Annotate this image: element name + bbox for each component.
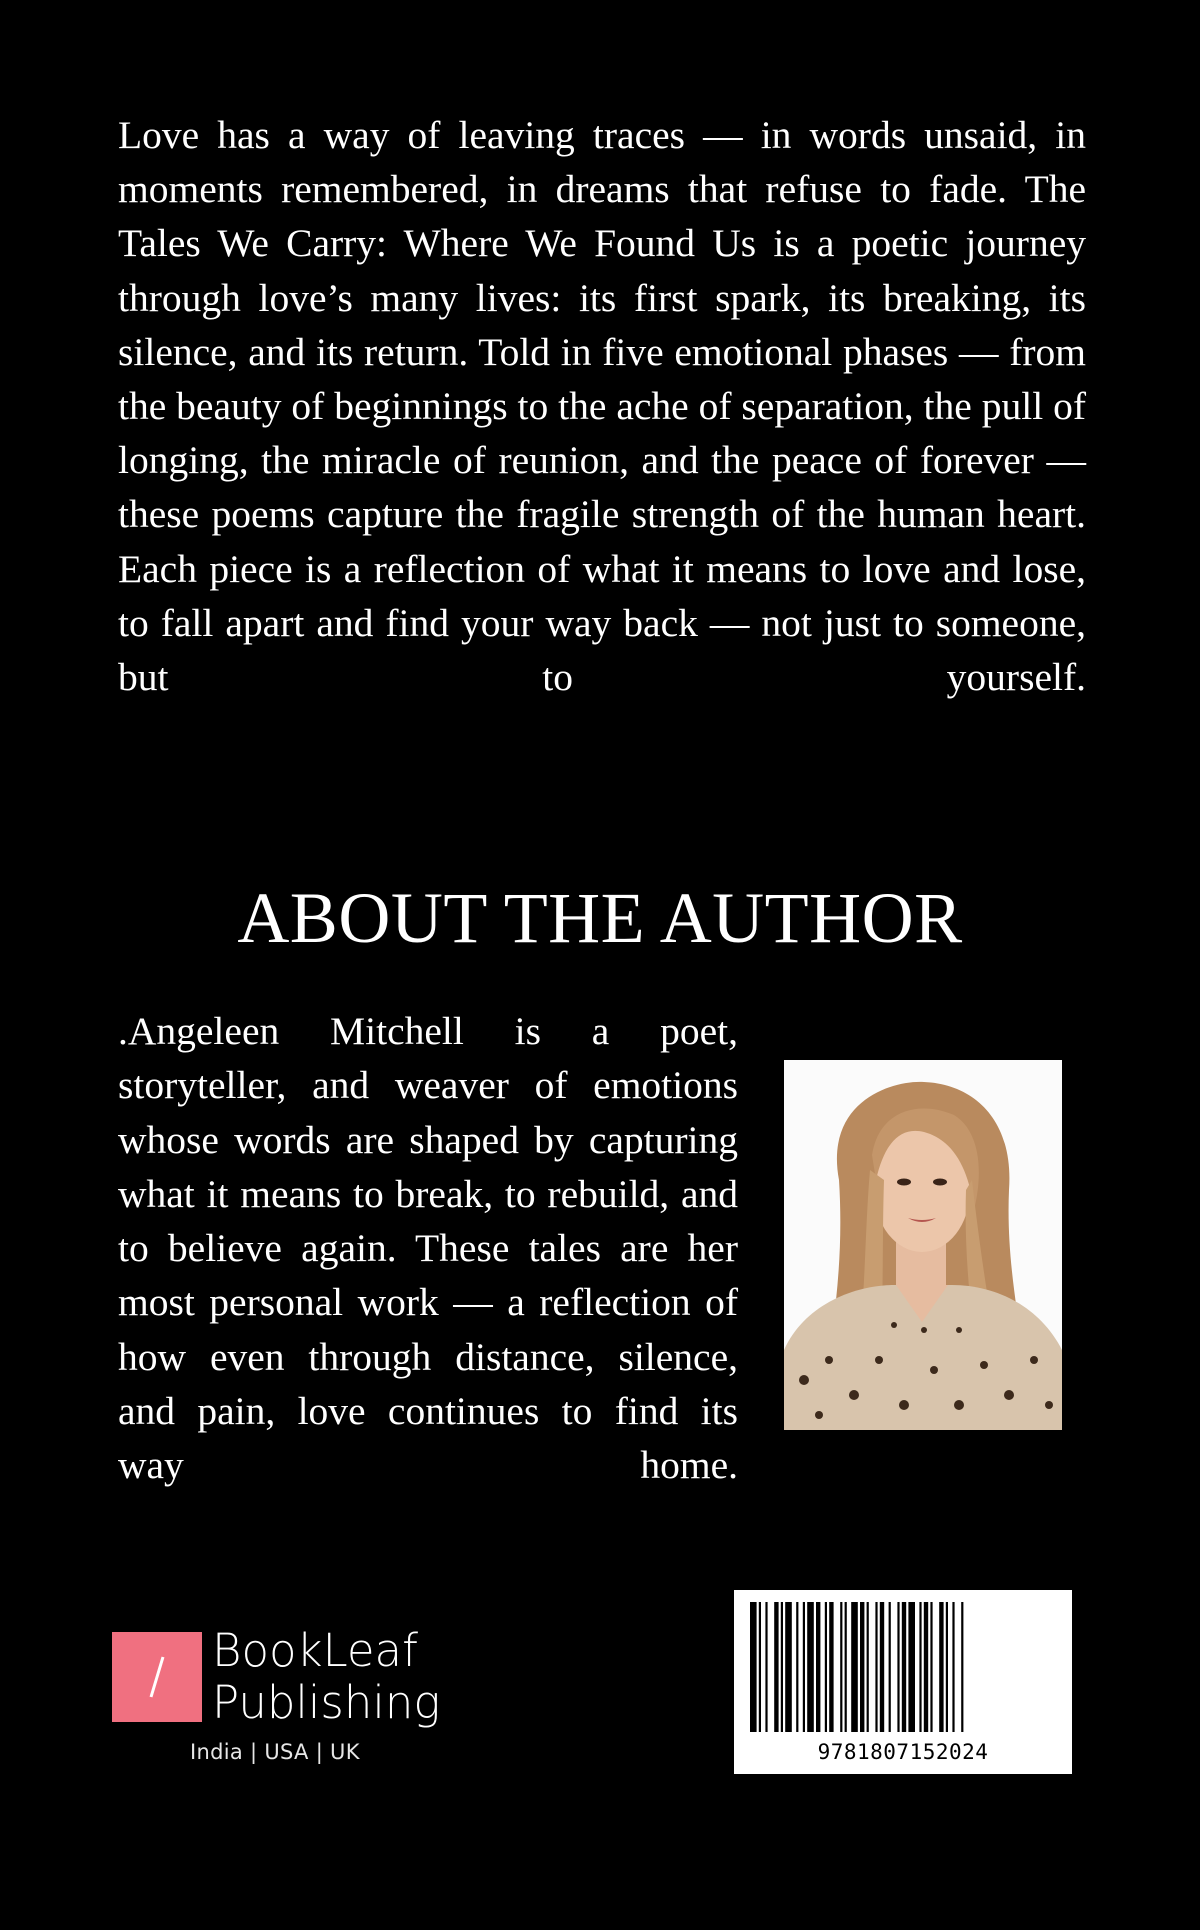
publisher-regions: India | USA | UK xyxy=(190,1740,360,1764)
publisher-name-line2: Publishing xyxy=(212,1676,441,1729)
author-bio: .Angeleen Mitchell is a poet, storyteller, and weaver of emotions whose words are shaped by capturing what it means to break, to rebuild, and to believe again. These tales are her most personal work — a reflection of how even through distance, silence, and pain, love continues to find its way home. xyxy=(118,1009,738,1488)
about-author-heading: ABOUT THE AUTHOR xyxy=(237,878,963,958)
author-photo xyxy=(784,1060,1062,1430)
publisher-name-line1: BookLeaf xyxy=(212,1624,418,1677)
slash-icon xyxy=(145,1655,169,1699)
isbn-barcode xyxy=(734,1590,1072,1774)
back-cover-blurb: Love has a way of leaving traces — in words unsaid, in moments remembered, in dreams that refuse to fade. The Tales We Carry: Where We Found Us is a poetic journey through love’s many lives: its first spark, its breaking, its silence, and its return. Told in five emotional phases — from the beauty of beginnings to the ache of separation, the pull of longing, the miracle of reunion, and the peace of forever — these poems capture the fragile strength of the human heart. Each piece is a reflection of what it means to love and lose, to fall apart and find your way back — not just to someone, but to yourself. xyxy=(118,113,1086,700)
barcode-bars xyxy=(750,1602,1056,1732)
publisher-name xyxy=(212,1625,440,1729)
isbn-number: 9781807152024 xyxy=(817,1740,989,1764)
